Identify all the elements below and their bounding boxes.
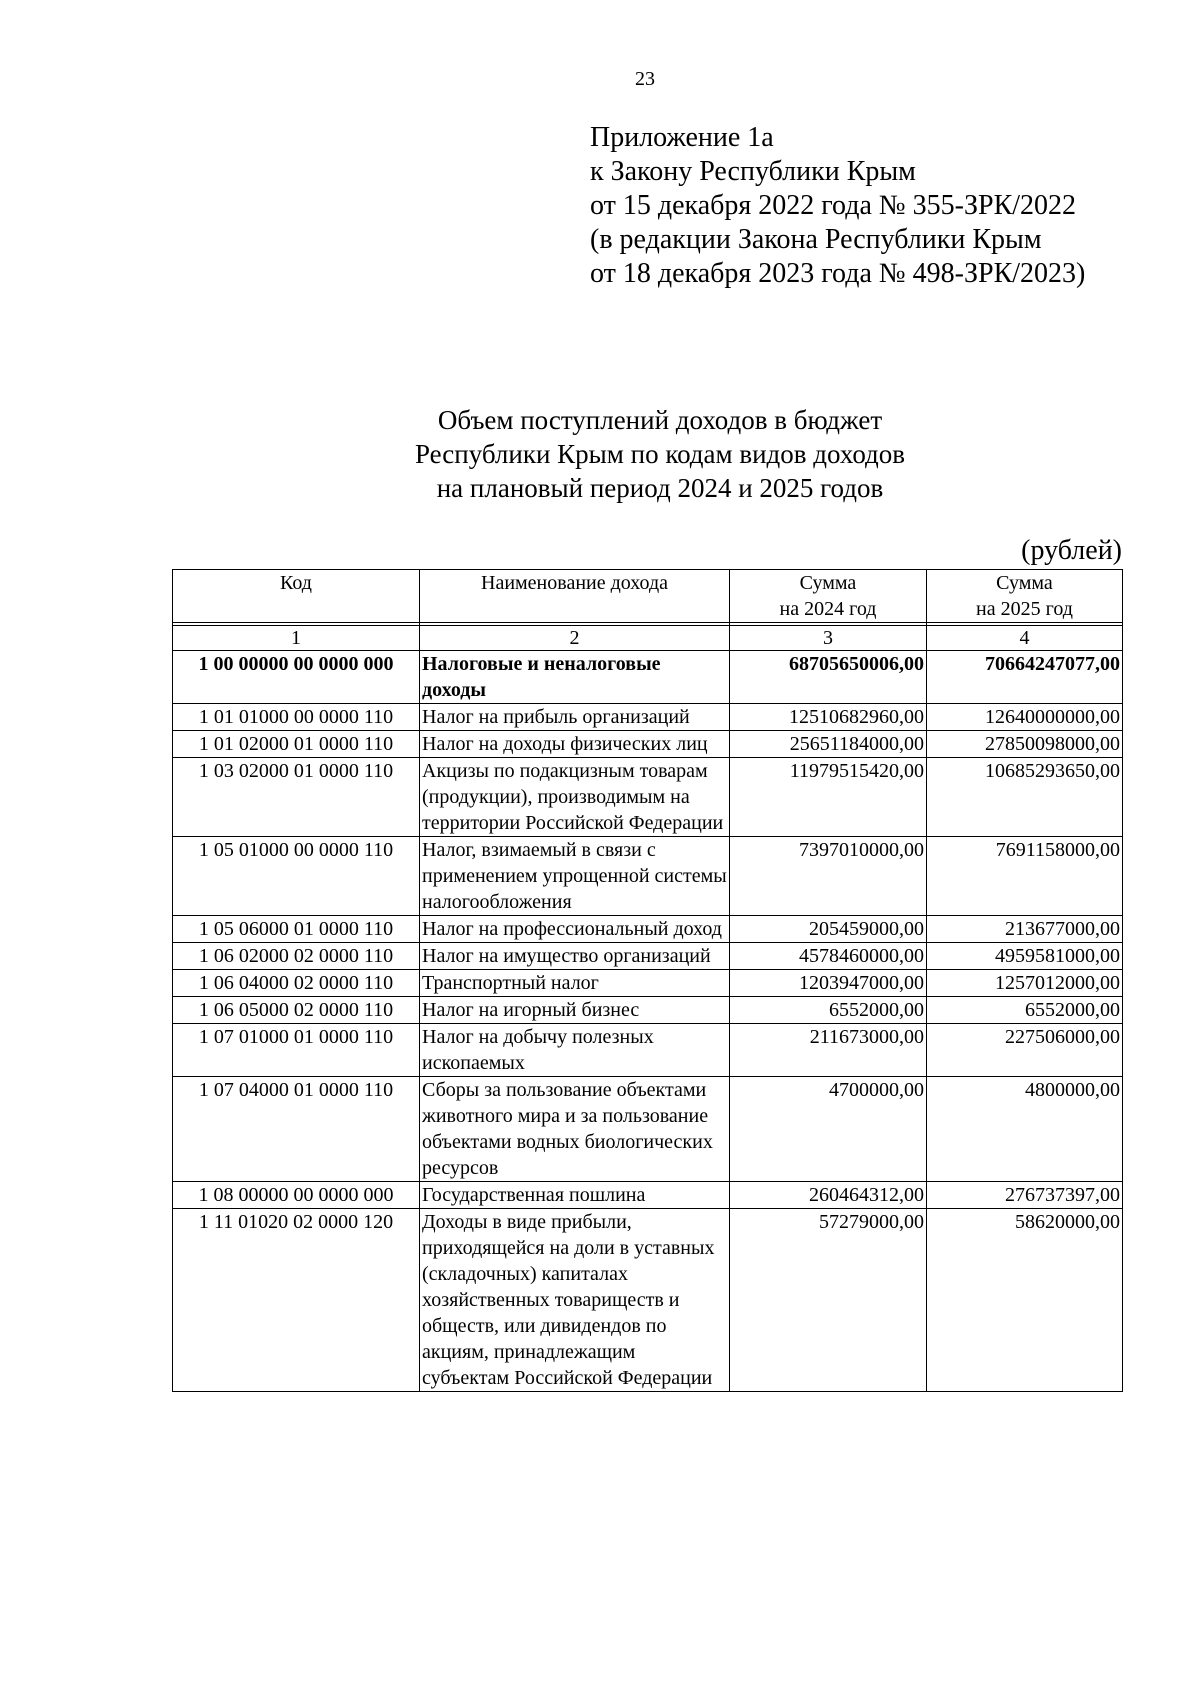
row-sum-2024: 1203947000,00 bbox=[730, 970, 927, 997]
title-line: на плановый период 2024 и 2025 годов bbox=[436, 473, 884, 503]
title-line: Республики Крым по кодам видов доходов bbox=[414, 439, 906, 469]
appendix-line: (в редакции Закона Республики Крым bbox=[590, 224, 1042, 255]
row-sum-2025: 4800000,00 bbox=[927, 1077, 1123, 1182]
table-row bbox=[173, 916, 1123, 943]
row-sum-2025: 1257012000,00 bbox=[927, 970, 1123, 997]
column-number: 2 bbox=[420, 626, 730, 651]
row-code: 1 01 01000 00 0000 110 bbox=[173, 704, 420, 731]
row-name: Налог на доходы физических лиц bbox=[420, 731, 730, 758]
row-code: 1 06 04000 02 0000 110 bbox=[173, 970, 420, 997]
table-row bbox=[173, 731, 1123, 758]
row-sum-2024: 68705650006,00 bbox=[730, 651, 927, 704]
table-row bbox=[173, 758, 1123, 837]
column-number: 3 bbox=[730, 626, 927, 651]
row-code: 1 03 02000 01 0000 110 bbox=[173, 758, 420, 837]
appendix-line: Приложение 1а bbox=[590, 122, 774, 153]
row-code: 1 01 02000 01 0000 110 bbox=[173, 731, 420, 758]
row-sum-2024: 25651184000,00 bbox=[730, 731, 927, 758]
row-name: Налог на имущество организаций bbox=[420, 943, 730, 970]
row-name: Налог на профессиональный доход bbox=[420, 916, 730, 943]
table-header-row bbox=[173, 570, 1123, 623]
appendix-reference bbox=[590, 121, 1085, 291]
row-code: 1 07 04000 01 0000 110 bbox=[173, 1077, 420, 1182]
row-name: Государственная пошлина bbox=[420, 1182, 730, 1209]
units-label: (рублей) bbox=[1021, 535, 1122, 566]
row-sum-2024: 4700000,00 bbox=[730, 1077, 927, 1182]
table-row bbox=[173, 943, 1123, 970]
header-name: Наименование дохода bbox=[420, 570, 730, 623]
table-row bbox=[173, 1182, 1123, 1209]
row-sum-2024: 4578460000,00 bbox=[730, 943, 927, 970]
table-row bbox=[173, 704, 1123, 731]
row-sum-2025: 4959581000,00 bbox=[927, 943, 1123, 970]
document-title bbox=[270, 403, 1050, 505]
row-sum-2025: 7691158000,00 bbox=[927, 837, 1123, 916]
row-sum-2025: 70664247077,00 bbox=[927, 651, 1123, 704]
row-name: Транспортный налог bbox=[420, 970, 730, 997]
appendix-line: от 18 декабря 2023 года № 498-ЗРК/2023) bbox=[590, 258, 1086, 289]
revenue-table bbox=[172, 569, 1123, 1392]
row-sum-2024: 260464312,00 bbox=[730, 1182, 927, 1209]
column-number: 1 bbox=[173, 626, 420, 651]
header-sum-2025-line1: Сумма bbox=[996, 572, 1053, 594]
row-code: 1 06 05000 02 0000 110 bbox=[173, 997, 420, 1024]
row-sum-2025: 12640000000,00 bbox=[927, 704, 1123, 731]
table-row bbox=[173, 970, 1123, 997]
header-sum-2024-line2: на 2024 год bbox=[779, 598, 877, 620]
row-name: Налог на игорный бизнес bbox=[420, 997, 730, 1024]
row-name: Налог на прибыль организаций bbox=[420, 704, 730, 731]
header-sum-2025 bbox=[927, 570, 1123, 623]
column-number-row bbox=[173, 626, 1123, 651]
header-sum-2024 bbox=[730, 570, 927, 623]
row-name: Налоговые и неналоговые доходы bbox=[420, 651, 730, 704]
row-sum-2025: 276737397,00 bbox=[927, 1182, 1123, 1209]
row-sum-2025: 58620000,00 bbox=[927, 1209, 1123, 1392]
header-code: Код bbox=[173, 570, 420, 623]
appendix-line: от 15 декабря 2022 года № 355-ЗРК/2022 bbox=[590, 190, 1077, 221]
appendix-line: к Закону Республики Крым bbox=[590, 156, 916, 187]
table-row bbox=[173, 997, 1123, 1024]
row-name: Сборы за пользование объектами животного мира и за пользование объектами водных биологических ресурсов bbox=[420, 1077, 730, 1182]
row-sum-2024: 57279000,00 bbox=[730, 1209, 927, 1392]
row-sum-2024: 7397010000,00 bbox=[730, 837, 927, 916]
row-code: 1 07 01000 01 0000 110 bbox=[173, 1024, 420, 1077]
row-code: 1 00 00000 00 0000 000 bbox=[173, 651, 420, 704]
row-sum-2025: 27850098000,00 bbox=[927, 731, 1123, 758]
row-code: 1 05 01000 00 0000 110 bbox=[173, 837, 420, 916]
row-code: 1 06 02000 02 0000 110 bbox=[173, 943, 420, 970]
row-code: 1 11 01020 02 0000 120 bbox=[173, 1209, 420, 1392]
row-sum-2024: 12510682960,00 bbox=[730, 704, 927, 731]
row-sum-2025: 6552000,00 bbox=[927, 997, 1123, 1024]
header-sum-2024-line1: Сумма bbox=[799, 572, 857, 594]
table-row bbox=[173, 1209, 1123, 1392]
row-sum-2025: 10685293650,00 bbox=[927, 758, 1123, 837]
table-row bbox=[173, 837, 1123, 916]
row-sum-2025: 227506000,00 bbox=[927, 1024, 1123, 1077]
row-code: 1 05 06000 01 0000 110 bbox=[173, 916, 420, 943]
row-name: Доходы в виде прибыли, приходящейся на доли в уставных (складочных) капиталах хозяйственных товариществ и обществ, или дивидендов по акциям, принадлежащим субъектам Российской Федерации bbox=[420, 1209, 730, 1392]
header-sum-2025-line2: на 2025 год bbox=[976, 598, 1073, 620]
page-number: 23 bbox=[635, 68, 655, 90]
row-code: 1 08 00000 00 0000 000 bbox=[173, 1182, 420, 1209]
table-row bbox=[173, 1024, 1123, 1077]
row-sum-2024: 11979515420,00 bbox=[730, 758, 927, 837]
row-name: Налог, взимаемый в связи с применением упрощенной системы налогообложения bbox=[420, 837, 730, 916]
row-sum-2024: 6552000,00 bbox=[730, 997, 927, 1024]
row-sum-2024: 211673000,00 bbox=[730, 1024, 927, 1077]
row-sum-2025: 213677000,00 bbox=[927, 916, 1123, 943]
row-name: Налог на добычу полезных ископаемых bbox=[420, 1024, 730, 1077]
table-row bbox=[173, 651, 1123, 704]
title-line: Объем поступлений доходов в бюджет bbox=[437, 405, 883, 435]
row-sum-2024: 205459000,00 bbox=[730, 916, 927, 943]
row-name: Акцизы по подакцизным товарам (продукции), производимым на территории Российской Федерации bbox=[420, 758, 730, 837]
table-row bbox=[173, 1077, 1123, 1182]
column-number: 4 bbox=[927, 626, 1123, 651]
